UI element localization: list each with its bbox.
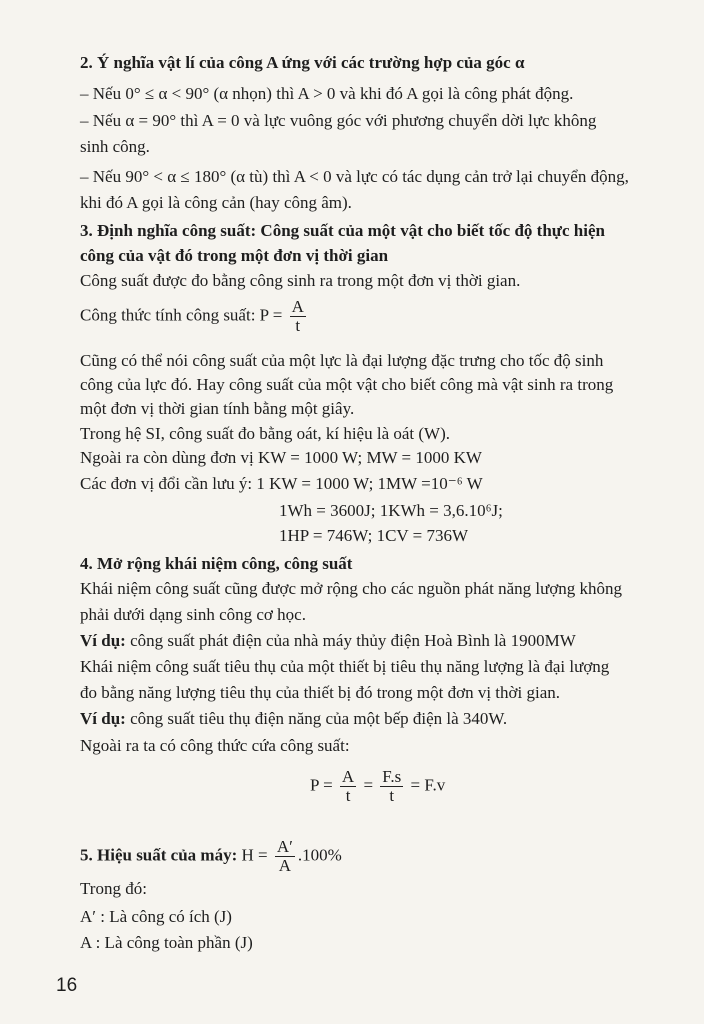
power-formula-lhs: P = bbox=[259, 305, 283, 325]
unit-conversions-label: Các đơn vị đổi cần lưu ý: bbox=[80, 474, 253, 493]
where-label: Trong đó: bbox=[80, 879, 147, 898]
fraction-denominator: t bbox=[389, 786, 395, 805]
section-5-heading: 5. Hiệu suất của máy: bbox=[80, 845, 238, 865]
fraction-numerator: A bbox=[291, 297, 304, 316]
case-obtuse-cont: khi đó A gọi là công cản (hay công âm). bbox=[80, 193, 352, 212]
section-3-heading-cont: công của vật đó trong một đơn vị thời gian bbox=[80, 246, 389, 265]
example-2-text: công suất tiêu thụ điện năng của một bếp điện là 340W. bbox=[125, 709, 508, 728]
power-fraction bbox=[290, 298, 306, 335]
consumption-paragraph: Khái niệm công suất tiêu thụ của một thiết bị tiêu thụ năng lượng là đại lượng bbox=[80, 657, 610, 676]
efficiency-formula-tail: .100% bbox=[297, 845, 342, 865]
extended-formula-rhs: = F.v bbox=[410, 775, 446, 795]
extended-formula-lhs: P = bbox=[310, 775, 333, 795]
efficiency-formula-lhs: H = bbox=[241, 845, 268, 865]
power-formula-intro: Ngoài ra ta có công thức cứa công suất: bbox=[80, 736, 350, 755]
example-1-text: công suất phát điện của nhà máy thủy điện Hoà Bình là 1900MW bbox=[125, 631, 576, 650]
power-formula bbox=[80, 298, 680, 335]
case-right-angle-cont: sinh công. bbox=[80, 137, 150, 156]
section-2-heading: 2. Ý nghĩa vật lí của công A ứng với các trường hợp của góc α bbox=[80, 53, 525, 72]
case-obtuse: – Nếu 90° < α ≤ 180° (α tù) thì A < 0 và lực có tác dụng cản trở lại chuyển động, bbox=[80, 167, 629, 186]
fraction-denominator: t bbox=[345, 786, 351, 805]
fraction-numerator: A′ bbox=[276, 837, 293, 856]
unit-conversion-1: 1 KW = 1000 W; 1MW =10⁻⁶ W bbox=[256, 474, 483, 493]
unit-conversions bbox=[80, 473, 680, 495]
case-acute: – Nếu 0° ≤ α < 90° (α nhọn) thì A > 0 và khi đó A gọi là công phát động. bbox=[80, 84, 574, 103]
fraction-numerator: F.s bbox=[382, 767, 402, 786]
useful-work-definition: A′ : Là công có ích (J) bbox=[80, 907, 232, 926]
power-definition: Công suất được đo bằng công sinh ra trong một đơn vị thời gian. bbox=[80, 271, 521, 290]
consumption-paragraph-cont: đo bằng năng lượng tiêu thụ của thiết bị đó trong một đơn vị thời gian. bbox=[80, 683, 561, 702]
example-2 bbox=[80, 708, 680, 730]
total-work-definition: A : Là công toàn phần (J) bbox=[80, 933, 253, 952]
unit-conversion-2: 1Wh = 3600J; 1KWh = 3,6.10⁶J; bbox=[279, 501, 503, 520]
fraction-work-time bbox=[340, 768, 356, 805]
section-4-heading: 4. Mở rộng khái niệm công, công suất bbox=[80, 554, 353, 573]
fraction-force-distance bbox=[380, 768, 403, 805]
case-right-angle: – Nếu α = 90° thì A = 0 và lực vuông góc với phương chuyển dời lực không bbox=[80, 111, 597, 130]
power-formula-label: Công thức tính công suất: bbox=[80, 305, 256, 325]
power-explanation-end: một đơn vị thời gian tính bằng một giây. bbox=[80, 399, 355, 418]
example-label: Ví dụ: bbox=[80, 709, 126, 728]
extension-paragraph: Khái niệm công suất cũng được mở rộng cho các nguồn phát năng lượng không bbox=[80, 579, 623, 598]
example-1 bbox=[80, 630, 680, 652]
si-unit: Trong hệ SI, công suất đo bằng oát, kí hiệu là oát (W). bbox=[80, 424, 450, 443]
fraction-denominator: A bbox=[278, 856, 292, 875]
extension-paragraph-cont: phải dưới dạng sinh công cơ học. bbox=[80, 605, 306, 624]
power-explanation-cont: công của lực đó. Hay công suất của một vật cho biết công mà vật sinh ra trong bbox=[80, 375, 614, 394]
section-3-heading: 3. Định nghĩa công suất: Công suất của một vật cho biết tốc độ thực hiện bbox=[80, 221, 605, 240]
other-units: Ngoài ra còn dùng đơn vị KW = 1000 W; MW = 1000 KW bbox=[80, 448, 482, 467]
extended-power-formula: P = $\frac{A}{t}$ = $\frac{F.s}{t}$ = F.v bbox=[310, 767, 446, 805]
page-number: 16 bbox=[56, 975, 78, 996]
fraction-numerator: A bbox=[341, 767, 355, 786]
example-label: Ví dụ: bbox=[80, 631, 126, 650]
fraction-denominator: t bbox=[295, 316, 301, 335]
unit-conversion-3: 1HP = 746W; 1CV = 736W bbox=[279, 526, 469, 545]
efficiency-fraction bbox=[275, 838, 295, 875]
efficiency-formula bbox=[80, 838, 680, 875]
power-explanation: Cũng có thể nói công suất của một lực là đại lượng đặc trưng cho tốc độ sinh bbox=[80, 351, 604, 370]
